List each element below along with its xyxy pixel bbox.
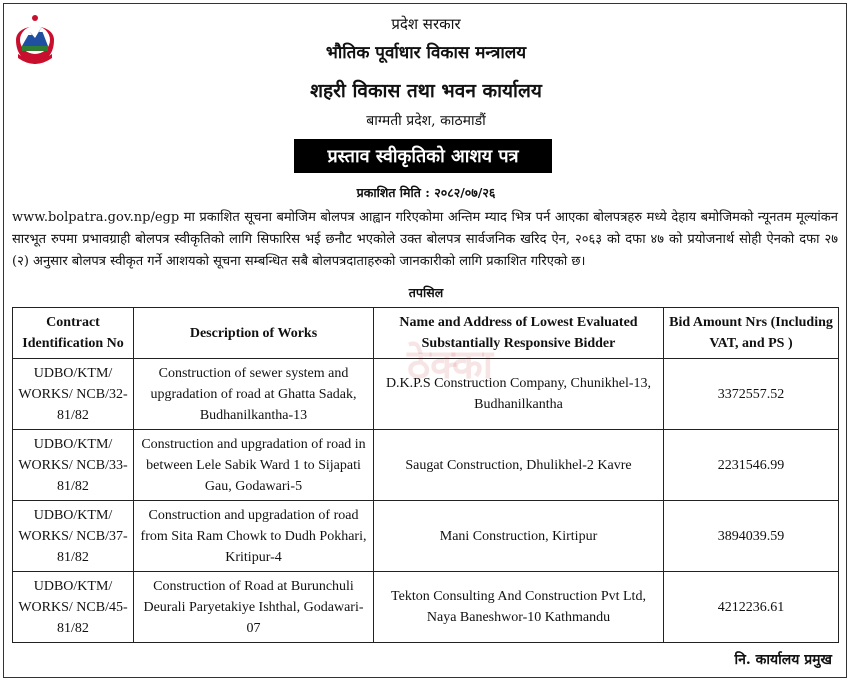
published-date-line	[0, 184, 852, 201]
details-heading: तपसिल	[408, 285, 444, 300]
province-government: प्रदेश सरकार	[391, 15, 461, 33]
ministry-name: भौतिक पूर्वाधार विकास मन्त्रालय	[325, 43, 527, 63]
watermark: ठेक्का	[406, 342, 494, 388]
bidder-cell: D.K.P.S Construction Company, Chunikhel-13, Budhanilkantha	[374, 359, 664, 430]
amount-cell: 3894039.59	[664, 501, 839, 572]
office-chief-signature: नि. कार्यालय प्रमुख	[734, 652, 832, 668]
bid-table	[12, 307, 839, 643]
contract-id-cell: UDBO/KTM/ WORKS/ NCB/32-81/82	[13, 359, 134, 430]
bidder-cell: Mani Construction, Kirtipur	[374, 501, 664, 572]
col-bid-amount: Bid Amount Nrs (Including VAT, and PS )	[664, 308, 839, 359]
published-label: प्रकाशित मिति :	[356, 185, 430, 200]
col-description: Description of Works	[134, 308, 374, 359]
notice-body: www.bolpatra.gov.np/egp मा प्रकाशित सूचना बमोजिम बोलपत्र आह्वान गरिएकोमा अन्तिम म्याद भित्र पर्न आएका बोलपत्रहरु मध्ये देहाय बमोजिमको न्यूनतम मूल्यांकन सारभूत रुपमा प्रभावग्राही बोलपत्र स्वीकृतिको लागि सिफारिस भई छनौट भएकोले उक्त बोलपत्र सार्वजनिक खरिद ऐन, २०६३ को दफा ४७ को प्रयोजनार्थ सोही ऐनको दफा २७ (२) अनुसार बोलपत्र स्वीकृत गर्ने आशयको सूचना सम्बन्धित सबै बोलपत्रदाताहरुको जानकारीको लागि प्रकाशित गरिएको छ।	[12, 210, 838, 269]
contract-id-cell: UDBO/KTM/ WORKS/ NCB/45-81/82	[13, 572, 134, 643]
description-cell: Construction of Road at Burunchuli Deurali Paryetakiye Ishthal, Godawari-07	[134, 572, 374, 643]
bidder-cell: Tekton Consulting And Construction Pvt Ltd, Naya Baneshwor-10 Kathmandu	[374, 572, 664, 643]
table-row	[13, 430, 839, 501]
notice-title: प्रस्ताव स्वीकृतिको आशय पत्र	[294, 139, 552, 173]
table-header-row	[13, 308, 839, 359]
table-row	[13, 572, 839, 643]
description-cell: Construction of sewer system and upgradation of road at Ghatta Sadak, Budhanilkantha-13	[134, 359, 374, 430]
contract-id-cell: UDBO/KTM/ WORKS/ NCB/37-81/82	[13, 501, 134, 572]
office-name: शहरी विकास तथा भवन कार्यालय	[310, 80, 542, 102]
col-contract-id: Contract Identification No	[13, 308, 134, 359]
bidder-cell: Saugat Construction, Dhulikhel-2 Kavre	[374, 430, 664, 501]
office-location: बाग्मती प्रदेश, काठमाडौं	[366, 113, 486, 129]
col-bidder: Name and Address of Lowest Evaluated Substantially Responsive Bidder	[374, 308, 664, 359]
table-row	[13, 501, 839, 572]
contract-id-cell: UDBO/KTM/ WORKS/ NCB/33-81/82	[13, 430, 134, 501]
table-row	[13, 359, 839, 430]
published-date: २०८२/०७/२६	[434, 185, 496, 200]
description-cell: Construction and upgradation of road from Sita Ram Chowk to Dudh Pokhari, Kritipur-4	[134, 501, 374, 572]
description-cell: Construction and upgradation of road in between Lele Sabik Ward 1 to Sijapati Gau, Godawari-5	[134, 430, 374, 501]
amount-cell: 3372557.52	[664, 359, 839, 430]
amount-cell: 4212236.61	[664, 572, 839, 643]
amount-cell: 2231546.99	[664, 430, 839, 501]
